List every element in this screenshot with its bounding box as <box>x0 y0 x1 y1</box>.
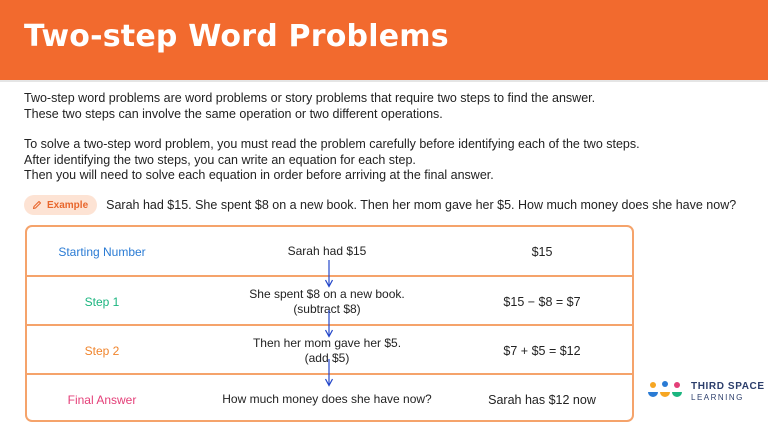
row-description <box>217 392 437 407</box>
description-line: Then her mom gave her $5. <box>252 335 402 350</box>
row-label: Step 2 <box>84 343 120 358</box>
logo-line: THIRD SPACE <box>691 381 765 392</box>
intro-text <box>24 91 744 184</box>
intro-line: These two steps can involve the same operation or two different operations. <box>24 106 443 121</box>
flow-arrow-icon <box>325 359 333 387</box>
row-result: Sarah has $12 now <box>488 392 596 407</box>
description-line: (add $5) <box>304 350 350 365</box>
page-title: Two-step Word Problems <box>24 19 449 54</box>
row-label: Final Answer <box>67 392 137 407</box>
intro-line: Then you will need to solve each equation in order before arriving at the final answer. <box>24 168 494 182</box>
third-space-learning-logo <box>647 380 765 404</box>
intro-line: Two-step word problems are word problems or story problems that require two steps to find the answer. <box>24 91 596 105</box>
row-description <box>217 244 437 259</box>
example-problem: Sarah had $15. She spent $8 on a new book. Then her mom gave her $5. How much money does she have now? <box>106 198 737 212</box>
pencil-icon <box>32 200 42 210</box>
description-line: (subtract $8) <box>293 301 361 316</box>
description-line: She spent $8 on a new book. <box>249 286 405 301</box>
row-result: $15 − $8 = $7 <box>503 294 581 309</box>
intro-line: To solve a two-step word problem, you must read the problem carefully before identifying each of the two steps. <box>24 137 640 151</box>
intro-line: After identifying the two steps, you can write an equation for each step. <box>24 152 416 167</box>
logo-text <box>691 381 765 403</box>
flow-arrow-icon <box>325 260 333 288</box>
logo-mark-icon <box>647 380 683 404</box>
row-result: $15 <box>531 244 553 259</box>
example-badge-label: Example <box>47 199 89 211</box>
row-label: Starting Number <box>58 244 146 259</box>
description-line: How much money does she have now? <box>222 392 432 406</box>
row-label: Step 1 <box>84 294 120 309</box>
page-header <box>0 0 768 82</box>
row-result: $7 + $5 = $12 <box>503 343 581 358</box>
example-badge <box>24 195 97 215</box>
logo-line: LEARNING <box>691 393 744 402</box>
flow-arrow-icon <box>325 310 333 338</box>
description-line: Sarah had $15 <box>287 244 367 258</box>
example-row <box>24 194 736 216</box>
steps-table <box>25 225 634 422</box>
